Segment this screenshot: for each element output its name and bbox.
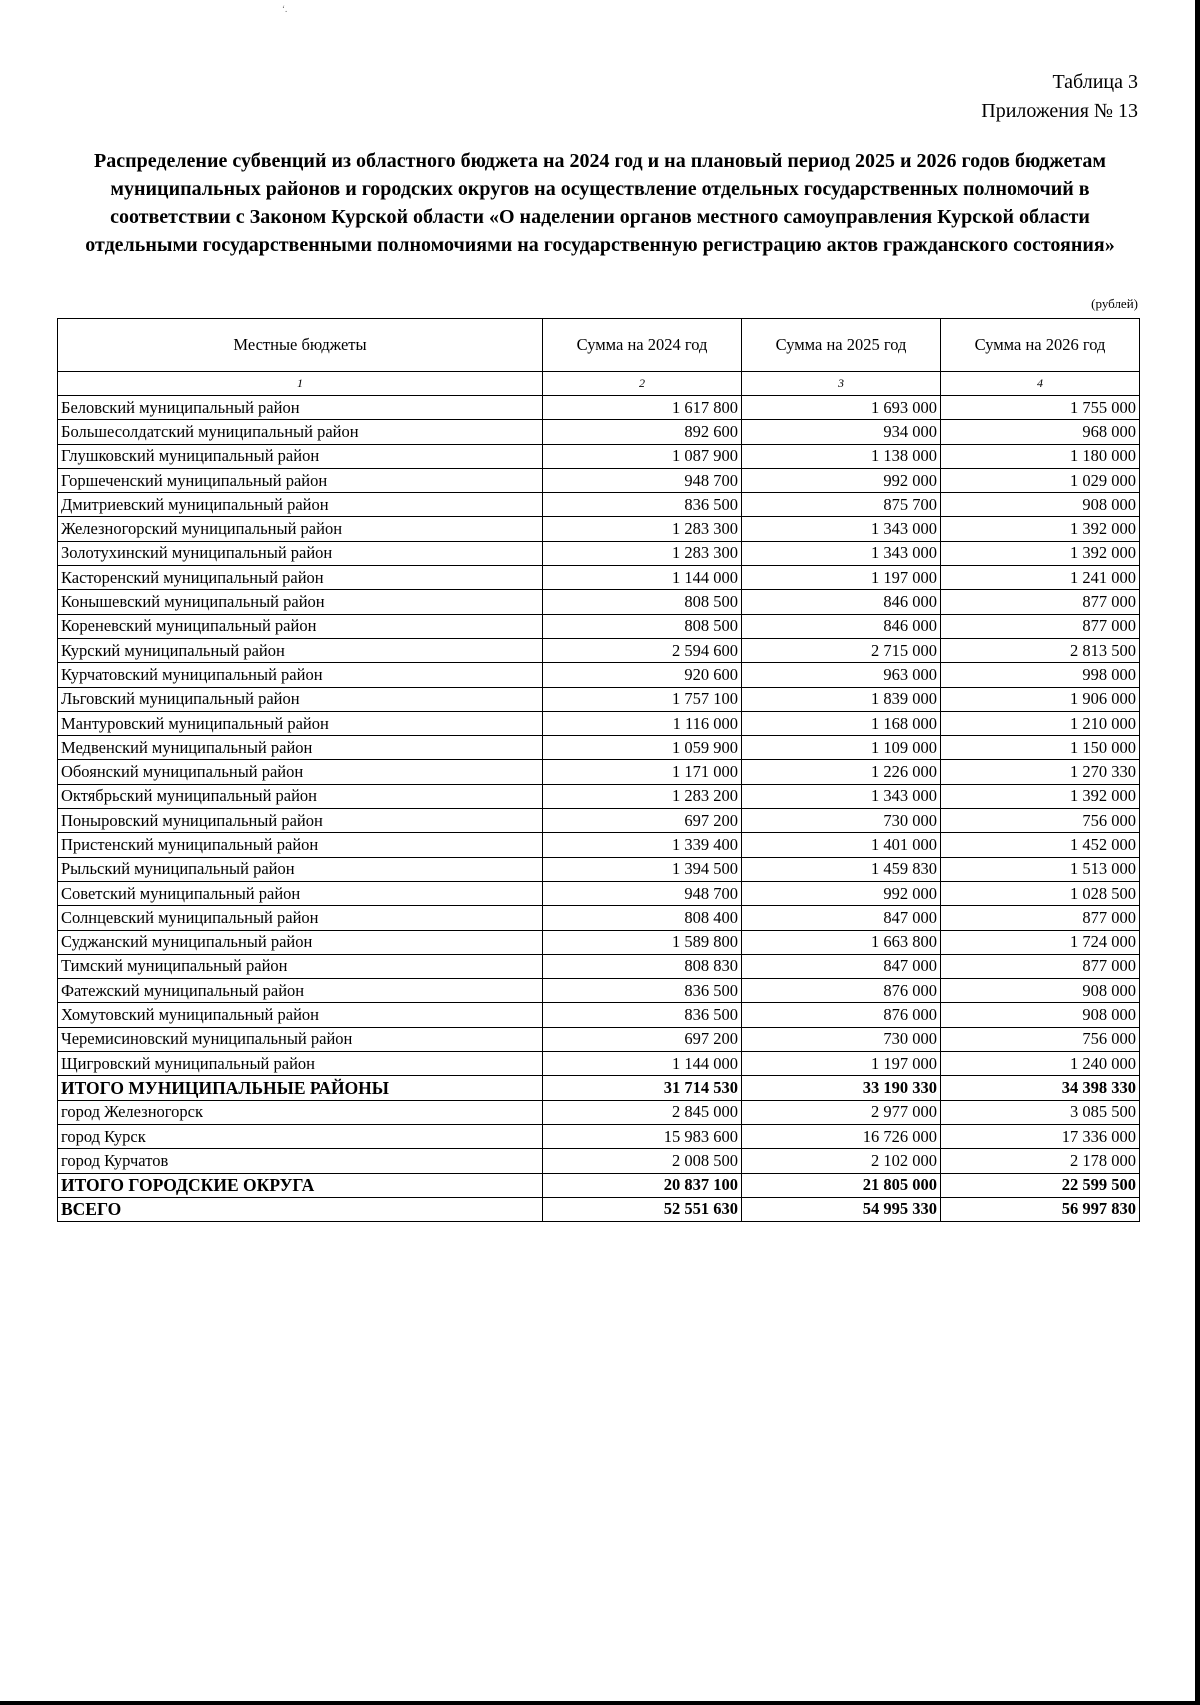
budget-name-cell: Золотухинский муниципальный район [58, 541, 543, 565]
budget-name-cell: Фатежский муниципальный район [58, 979, 543, 1003]
budget-name-cell: Советский муниципальный район [58, 881, 543, 905]
amount-2026-cell: 1 270 330 [941, 760, 1140, 784]
total-row [58, 1076, 1140, 1100]
budget-name-cell: Кореневский муниципальный район [58, 614, 543, 638]
amount-2024-cell: 2 845 000 [543, 1100, 742, 1124]
amount-2026-cell: 1 028 500 [941, 881, 1140, 905]
amount-2025-cell: 2 715 000 [742, 638, 941, 662]
budget-name-cell: Дмитриевский муниципальный район [58, 493, 543, 517]
budget-name-cell: Беловский муниципальный район [58, 396, 543, 420]
amount-2024-cell: 1 059 900 [543, 736, 742, 760]
document-title: Распределение субвенций из областного бюджета на 2024 год и на плановый период 2025 и 2026 годов бюджетам муниципальных районов и городских округов на осуществление отдельных государственных полномочий в соответствии с Законом Курской области «О наделении органов местного самоуправления Курской области отдельными государственными полномочиями на государственную регистрацию актов гражданского состояния» [85, 150, 1115, 256]
amount-2024-cell: 31 714 530 [543, 1076, 742, 1100]
amount-2026-cell: 1 241 000 [941, 566, 1140, 590]
amount-2024-cell: 1 283 200 [543, 784, 742, 808]
amount-2024-cell: 1 283 300 [543, 541, 742, 565]
budget-name-cell: Тимский муниципальный район [58, 954, 543, 978]
budget-name-cell: город Курск [58, 1124, 543, 1148]
table-row [58, 809, 1140, 833]
scan-page-edge-bottom [0, 1701, 1200, 1705]
amount-2026-cell: 756 000 [941, 809, 1140, 833]
budget-name-cell: Черемисиновский муниципальный район [58, 1027, 543, 1051]
amount-2024-cell: 1 394 500 [543, 857, 742, 881]
amount-2026-cell: 56 997 830 [941, 1197, 1140, 1221]
amount-2026-cell: 1 180 000 [941, 444, 1140, 468]
amount-2026-cell: 1 029 000 [941, 468, 1140, 492]
budget-name-cell: Октябрьский муниципальный район [58, 784, 543, 808]
amount-2025-cell: 1 401 000 [742, 833, 941, 857]
table-row [58, 711, 1140, 735]
column-header-2025: Сумма на 2025 год [742, 319, 941, 372]
amount-2026-cell: 908 000 [941, 979, 1140, 1003]
table-row [58, 420, 1140, 444]
amount-2026-cell: 998 000 [941, 663, 1140, 687]
amount-2025-cell: 876 000 [742, 1003, 941, 1027]
amount-2026-cell: 1 240 000 [941, 1052, 1140, 1076]
budget-name-cell: Хомутовский муниципальный район [58, 1003, 543, 1027]
amount-2026-cell: 908 000 [941, 493, 1140, 517]
amount-2024-cell: 1 144 000 [543, 1052, 742, 1076]
amount-2024-cell: 1 116 000 [543, 711, 742, 735]
table-row [58, 857, 1140, 881]
amount-2026-cell: 877 000 [941, 614, 1140, 638]
amount-2024-cell: 808 500 [543, 590, 742, 614]
table-row [58, 566, 1140, 590]
amount-2024-cell: 836 500 [543, 493, 742, 517]
column-number: 4 [941, 372, 1140, 396]
table-row [58, 517, 1140, 541]
table-row [58, 1052, 1140, 1076]
amount-2026-cell: 3 085 500 [941, 1100, 1140, 1124]
amount-2025-cell: 730 000 [742, 809, 941, 833]
table-reference: Таблица 3 [1052, 71, 1138, 93]
amount-2024-cell: 1 144 000 [543, 566, 742, 590]
budget-name-cell: Большесолдатский муниципальный район [58, 420, 543, 444]
table-row [58, 833, 1140, 857]
amount-2025-cell: 876 000 [742, 979, 941, 1003]
budget-name-cell: Медвенский муниципальный район [58, 736, 543, 760]
budget-name-cell: Курчатовский муниципальный район [58, 663, 543, 687]
amount-2025-cell: 2 977 000 [742, 1100, 941, 1124]
table-row [58, 590, 1140, 614]
budget-name-cell: Солнцевский муниципальный район [58, 906, 543, 930]
amount-2026-cell: 877 000 [941, 590, 1140, 614]
table-row [58, 881, 1140, 905]
document-reference [981, 68, 1138, 126]
table-row [58, 1124, 1140, 1148]
budget-name-cell: Конышевский муниципальный район [58, 590, 543, 614]
table-row [58, 1149, 1140, 1173]
scan-page-edge-right [1195, 0, 1200, 1705]
units-note: (рублей) [1091, 296, 1138, 311]
amount-2026-cell: 756 000 [941, 1027, 1140, 1051]
amount-2024-cell: 1 283 300 [543, 517, 742, 541]
column-number: 2 [543, 372, 742, 396]
amount-2024-cell: 1 617 800 [543, 396, 742, 420]
table-row [58, 614, 1140, 638]
table-row [58, 736, 1140, 760]
budget-name-cell: Горшеченский муниципальный район [58, 468, 543, 492]
amount-2025-cell: 1 109 000 [742, 736, 941, 760]
budget-name-cell: город Железногорск [58, 1100, 543, 1124]
amount-2024-cell: 808 500 [543, 614, 742, 638]
amount-2026-cell: 908 000 [941, 1003, 1140, 1027]
budget-name-cell: ИТОГО ГОРОДСКИЕ ОКРУГА [58, 1173, 543, 1197]
amount-2025-cell: 1 693 000 [742, 396, 941, 420]
column-header-budgets: Местные бюджеты [58, 319, 543, 372]
amount-2026-cell: 877 000 [941, 906, 1140, 930]
amount-2025-cell: 992 000 [742, 881, 941, 905]
amount-2025-cell: 1 663 800 [742, 930, 941, 954]
amount-2024-cell: 836 500 [543, 979, 742, 1003]
budget-name-cell: Щигровский муниципальный район [58, 1052, 543, 1076]
table-row [58, 1003, 1140, 1027]
budget-name-cell: Курский муниципальный район [58, 638, 543, 662]
subvention-table [57, 318, 1140, 1222]
amount-2025-cell: 875 700 [742, 493, 941, 517]
amount-2025-cell: 1 168 000 [742, 711, 941, 735]
budget-name-cell: Поныровский муниципальный район [58, 809, 543, 833]
amount-2025-cell: 1 343 000 [742, 784, 941, 808]
table-row [58, 541, 1140, 565]
amount-2025-cell: 1 343 000 [742, 517, 941, 541]
amount-2026-cell: 1 150 000 [941, 736, 1140, 760]
amount-2024-cell: 920 600 [543, 663, 742, 687]
budget-name-cell: Рыльский муниципальный район [58, 857, 543, 881]
amount-2024-cell: 1 087 900 [543, 444, 742, 468]
amount-2025-cell: 54 995 330 [742, 1197, 941, 1221]
amount-2024-cell: 1 171 000 [543, 760, 742, 784]
amount-2025-cell: 847 000 [742, 954, 941, 978]
amount-2024-cell: 1 589 800 [543, 930, 742, 954]
budget-name-cell: город Курчатов [58, 1149, 543, 1173]
budget-name-cell: Железногорский муниципальный район [58, 517, 543, 541]
total-row [58, 1197, 1140, 1221]
amount-2024-cell: 697 200 [543, 809, 742, 833]
amount-2025-cell: 846 000 [742, 614, 941, 638]
amount-2024-cell: 52 551 630 [543, 1197, 742, 1221]
amount-2025-cell: 1 197 000 [742, 1052, 941, 1076]
amount-2025-cell: 2 102 000 [742, 1149, 941, 1173]
amount-2025-cell: 1 459 830 [742, 857, 941, 881]
amount-2024-cell: 697 200 [543, 1027, 742, 1051]
budget-name-cell: ВСЕГО [58, 1197, 543, 1221]
amount-2026-cell: 968 000 [941, 420, 1140, 444]
table-row [58, 784, 1140, 808]
column-header-2026: Сумма на 2026 год [941, 319, 1140, 372]
amount-2026-cell: 1 392 000 [941, 784, 1140, 808]
amount-2025-cell: 1 343 000 [742, 541, 941, 565]
amount-2026-cell: 1 210 000 [941, 711, 1140, 735]
budget-name-cell: Мантуровский муниципальный район [58, 711, 543, 735]
amount-2025-cell: 33 190 330 [742, 1076, 941, 1100]
budget-name-cell: Суджанский муниципальный район [58, 930, 543, 954]
amount-2024-cell: 808 400 [543, 906, 742, 930]
budget-name-cell: Касторенский муниципальный район [58, 566, 543, 590]
table-row [58, 638, 1140, 662]
amount-2024-cell: 2 008 500 [543, 1149, 742, 1173]
table-row [58, 1100, 1140, 1124]
total-row [58, 1173, 1140, 1197]
amount-2026-cell: 34 398 330 [941, 1076, 1140, 1100]
table-row [58, 687, 1140, 711]
column-number: 3 [742, 372, 941, 396]
amount-2026-cell: 1 392 000 [941, 541, 1140, 565]
amount-2025-cell: 1 226 000 [742, 760, 941, 784]
amount-2025-cell: 1 839 000 [742, 687, 941, 711]
table-body [58, 396, 1140, 1222]
table-row [58, 1027, 1140, 1051]
table-header-row [58, 319, 1140, 372]
amount-2025-cell: 730 000 [742, 1027, 941, 1051]
amount-2025-cell: 16 726 000 [742, 1124, 941, 1148]
table-row [58, 906, 1140, 930]
amount-2026-cell: 2 813 500 [941, 638, 1140, 662]
amount-2025-cell: 1 138 000 [742, 444, 941, 468]
amount-2024-cell: 1 757 100 [543, 687, 742, 711]
amount-2026-cell: 877 000 [941, 954, 1140, 978]
amount-2025-cell: 963 000 [742, 663, 941, 687]
amount-2026-cell: 1 906 000 [941, 687, 1140, 711]
column-header-2024: Сумма на 2024 год [543, 319, 742, 372]
scan-speck: ʻ. [282, 4, 288, 14]
table-row [58, 444, 1140, 468]
amount-2026-cell: 1 724 000 [941, 930, 1140, 954]
budget-name-cell: Обоянский муниципальный район [58, 760, 543, 784]
amount-2025-cell: 992 000 [742, 468, 941, 492]
amount-2024-cell: 948 700 [543, 881, 742, 905]
amount-2025-cell: 21 805 000 [742, 1173, 941, 1197]
amount-2024-cell: 808 830 [543, 954, 742, 978]
budget-name-cell: Льговский муниципальный район [58, 687, 543, 711]
table-row [58, 979, 1140, 1003]
table-row [58, 930, 1140, 954]
table-row [58, 954, 1140, 978]
amount-2026-cell: 1 452 000 [941, 833, 1140, 857]
amount-2026-cell: 1 513 000 [941, 857, 1140, 881]
amount-2024-cell: 892 600 [543, 420, 742, 444]
amount-2026-cell: 1 755 000 [941, 396, 1140, 420]
budget-name-cell: Глушковский муниципальный район [58, 444, 543, 468]
amount-2024-cell: 2 594 600 [543, 638, 742, 662]
table-row [58, 760, 1140, 784]
amount-2024-cell: 1 339 400 [543, 833, 742, 857]
amount-2025-cell: 846 000 [742, 590, 941, 614]
amount-2025-cell: 934 000 [742, 420, 941, 444]
table-row [58, 663, 1140, 687]
amount-2025-cell: 1 197 000 [742, 566, 941, 590]
amount-2024-cell: 20 837 100 [543, 1173, 742, 1197]
amount-2024-cell: 15 983 600 [543, 1124, 742, 1148]
amount-2026-cell: 2 178 000 [941, 1149, 1140, 1173]
table-row [58, 396, 1140, 420]
amount-2024-cell: 948 700 [543, 468, 742, 492]
amount-2025-cell: 847 000 [742, 906, 941, 930]
table-row [58, 468, 1140, 492]
column-number: 1 [58, 372, 543, 396]
amount-2024-cell: 836 500 [543, 1003, 742, 1027]
amount-2026-cell: 1 392 000 [941, 517, 1140, 541]
column-number-row [58, 372, 1140, 396]
table-row [58, 493, 1140, 517]
appendix-reference: Приложения № 13 [981, 100, 1138, 122]
amount-2026-cell: 17 336 000 [941, 1124, 1140, 1148]
amount-2026-cell: 22 599 500 [941, 1173, 1140, 1197]
budget-name-cell: ИТОГО МУНИЦИПАЛЬНЫЕ РАЙОНЫ [58, 1076, 543, 1100]
budget-name-cell: Пристенский муниципальный район [58, 833, 543, 857]
